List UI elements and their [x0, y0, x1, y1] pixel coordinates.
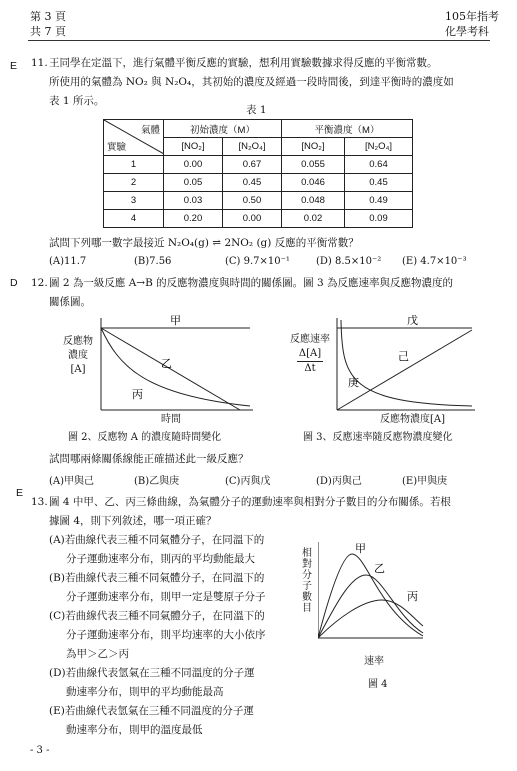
q13-stem-line2: 據圖 4，則下列敘述，哪一項正確？: [49, 515, 217, 527]
fig3-ylabel-line3: Δt: [304, 363, 316, 374]
q11-stem-line2: 所使用的氣體為 NO₂ 與 N₂O₄，其初始的濃度及經過一段時間後，到達平衡時的濃度如: [49, 76, 454, 88]
q13-option-b-line2: 分子運動速率分布，則甲一定是雙原子分子: [66, 591, 266, 603]
fig3-label-geng: 庚: [348, 376, 359, 389]
fig4-label-jia: 甲: [355, 542, 366, 555]
table-title: 表 1: [246, 104, 267, 116]
q13-option-d-line2: 動速率分布，則甲的平均動能最高: [66, 686, 224, 698]
cell: 0.046: [282, 174, 345, 192]
q11-option-c[interactable]: (C) 9.7×10⁻¹: [225, 256, 290, 267]
page-number: 第 3 頁: [30, 10, 66, 23]
corner-experiment-label: 實驗: [107, 142, 127, 153]
q12-answer-mark: D: [10, 277, 18, 289]
subject-name: 化學考科: [445, 25, 489, 38]
q11-answer-mark: E: [10, 60, 18, 72]
table-group-equilibrium: 平衡濃度（M）: [282, 120, 413, 138]
q13-option-b[interactable]: [49, 569, 266, 607]
fig4-caption: 圖 4: [368, 679, 388, 690]
q13-option-e[interactable]: [49, 702, 254, 740]
table-row: [104, 210, 413, 228]
q13-option-c-line3: 為甲＞乙＞丙: [66, 648, 129, 660]
q11-stem-line1: 王同學在定溫下，進行氣體平衡反應的實驗，想利用實驗數據求得反應的平衡常數。: [49, 57, 438, 69]
q12-option-e[interactable]: (E)甲與庚: [402, 476, 448, 487]
q11-number: 11.: [31, 57, 48, 69]
fig4-xlabel: 速率: [364, 656, 384, 667]
col-head-no2-eq: [NO₂]: [282, 138, 345, 156]
q12-stem-line1: 圖 2 為一級反應 A→B 的反應物濃度與時間的關係圖。圖 3 為反應速率與反應物濃度的: [49, 277, 453, 289]
corner-gas-label: 氣體: [140, 125, 160, 136]
fig3-ylabel-line1: 反應速率: [290, 334, 330, 345]
equilibrium-table: [103, 119, 413, 228]
cell: 0.67: [223, 156, 282, 174]
cell: 0.49: [345, 192, 413, 210]
cell: 0.00: [164, 156, 223, 174]
row-exp: 1: [104, 156, 164, 174]
q13-option-d-line1: (D)若曲線代表氫氣在三種不同溫度的分子運: [49, 667, 255, 679]
fig2-ylabel-line2: 濃度: [68, 350, 88, 361]
fig2-caption: 圖 2、反應物 A 的濃度隨時間變化: [68, 432, 222, 443]
fig2-curve-bing: [101, 328, 250, 406]
q13-option-c-line1: (C)若曲線代表三種不同氣體分子，在同溫下的: [49, 610, 265, 622]
cell: 0.64: [345, 156, 413, 174]
q13-option-a-line2: 分子運動速率分布，則丙的平均動能最大: [66, 553, 255, 565]
q11-option-a[interactable]: (A)11.7: [49, 256, 87, 267]
q12-option-c[interactable]: (C)丙與戊: [225, 476, 271, 487]
q13-option-e-line1: (E)若曲線代表氫氣在三種不同溫度的分子運: [49, 705, 254, 717]
fig2-label-bing: 丙: [132, 388, 143, 401]
q13-answer-mark: E: [16, 487, 24, 499]
q13-option-c[interactable]: [49, 607, 266, 664]
cell: 0.03: [164, 192, 223, 210]
cell: 0.45: [345, 174, 413, 192]
q12-option-b[interactable]: (B)乙與庚: [134, 476, 180, 487]
fig3-curve-ji: [337, 330, 472, 410]
q13-option-c-line2: 分子運動速率分布，則平均速率的大小依序: [66, 629, 266, 641]
cell: 0.05: [164, 174, 223, 192]
q11-option-b[interactable]: (B)7.56: [134, 256, 172, 267]
exam-name: 105年指考: [445, 10, 499, 23]
col-head-no2-initial: [NO₂]: [164, 138, 223, 156]
q11-stem-line3: 表 1 所示。: [49, 95, 105, 107]
table-row: [104, 156, 413, 174]
table-row: [104, 174, 413, 192]
q11-question: 試問下列哪一數字最接近 N₂O₄(g) ⇌ 2NO₂ (g) 反應的平衡常數？: [49, 237, 359, 249]
q12-number: 12.: [31, 277, 48, 289]
fig4-label-yi: 乙: [374, 562, 385, 575]
cell: 0.45: [223, 174, 282, 192]
col-head-n2o4-eq: [N₂O₄]: [345, 138, 413, 156]
table-group-initial: 初始濃度（M）: [164, 120, 282, 138]
cell: 0.00: [223, 210, 282, 228]
cell: 0.50: [223, 192, 282, 210]
q12-option-d[interactable]: (D)丙與己: [316, 476, 362, 487]
row-exp: 3: [104, 192, 164, 210]
q13-stem-line1: 圖 4 中甲、乙、丙三條曲線，為氣體分子的運動速率與相對分子數目的分布關係。若根: [49, 496, 451, 508]
fig3-label-wu: 戊: [407, 314, 418, 327]
q12-option-a[interactable]: (A)甲與己: [49, 476, 95, 487]
col-head-n2o4-initial: [N₂O₄]: [223, 138, 282, 156]
q13-option-d[interactable]: [49, 664, 255, 702]
fig2-xlabel: 時間: [161, 414, 181, 425]
fig3-label-ji: 己: [398, 350, 409, 363]
q13-option-a-line1: (A)若曲線代表三種不同氣體分子，在同溫下的: [49, 534, 265, 546]
header-rule: [28, 40, 490, 41]
fig3-xlabel: 反應物濃度[A]: [380, 414, 446, 425]
q12-question: 試問哪兩條關係線能正確描述此一級反應？: [49, 453, 249, 465]
q11-option-d[interactable]: (D) 8.5×10⁻²: [316, 256, 382, 267]
fig4-label-bing: 丙: [407, 590, 418, 603]
fig2-label-jia: 甲: [170, 314, 181, 327]
cell: 0.20: [164, 210, 223, 228]
fig2-label-yi: 乙: [161, 357, 172, 370]
cell: 0.09: [345, 210, 413, 228]
fig2-ylabel-line1: 反應物: [63, 336, 93, 347]
cell: 0.02: [282, 210, 345, 228]
page-total: 共 7 頁: [30, 25, 66, 38]
row-exp: 4: [104, 210, 164, 228]
fig3-curve-geng: [341, 320, 472, 406]
table-row: [104, 192, 413, 210]
q11-option-e[interactable]: (E) 4.7×10⁻³: [402, 256, 467, 267]
figure-4: [318, 540, 428, 645]
q12-stem-line2: 關係圖。: [49, 296, 91, 308]
footer-page-number: - 3 -: [30, 745, 50, 756]
q13-option-e-line2: 動速率分布，則甲的溫度最低: [66, 724, 203, 736]
q13-number: 13.: [31, 496, 48, 508]
q13-option-a[interactable]: [49, 531, 264, 569]
table-corner-cell: [104, 120, 164, 156]
cell: 0.048: [282, 192, 345, 210]
fig3-caption: 圖 3、反應速率隨反應物濃度變化: [303, 432, 453, 443]
fig3-ylabel-line2: Δ[A]: [297, 347, 323, 362]
fig4-ylabel: 相對分子數目: [302, 548, 312, 614]
cell: 0.055: [282, 156, 345, 174]
fig2-ylabel-line3: [A]: [70, 364, 86, 375]
q13-option-b-line1: (B)若曲線代表三種不同氣體分子，在同溫下的: [49, 572, 265, 584]
row-exp: 2: [104, 174, 164, 192]
